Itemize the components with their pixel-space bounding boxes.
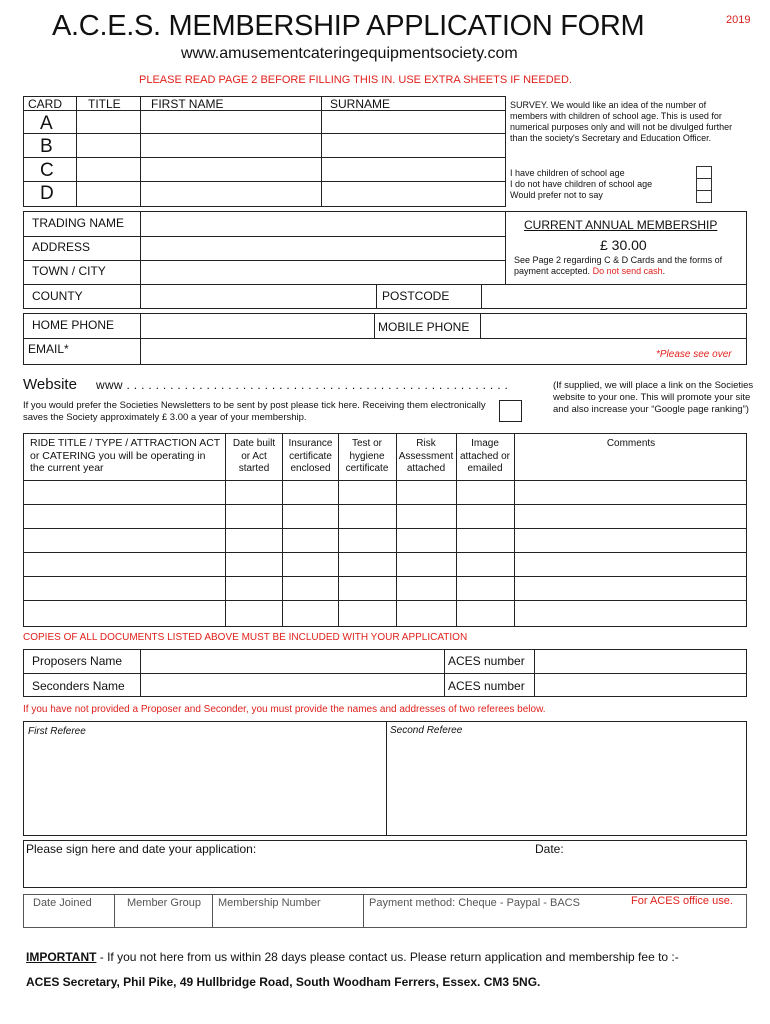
- membership-number-label: Membership Number: [218, 897, 321, 909]
- seconder-name-label: Seconders Name: [32, 679, 125, 693]
- proposer-aces-number-label: ACES number: [448, 654, 525, 668]
- membership-fee: £ 30.00: [600, 237, 647, 253]
- signature-label: Please sign here and date your application:: [26, 842, 257, 856]
- seconder-aces-number-label: ACES number: [448, 679, 525, 693]
- first-referee-label: First Referee: [28, 726, 86, 737]
- proposer-name-input[interactable]: [145, 653, 439, 670]
- first-name-column-header: FIRST NAME: [151, 97, 224, 111]
- title-column-header: TITLE: [88, 97, 121, 111]
- form-title: A.C.E.S. MEMBERSHIP APPLICATION FORM: [52, 10, 645, 42]
- read-page-notice: PLEASE READ PAGE 2 BEFORE FILLING THIS IN. USE EXTRA SHEETS IF NEEDED.: [139, 74, 572, 86]
- card-d-label: D: [40, 183, 54, 204]
- postcode-input[interactable]: [486, 288, 741, 305]
- card-column-header: CARD: [28, 97, 63, 111]
- ride-row-5-input[interactable]: [27, 580, 221, 597]
- card-c-label: C: [40, 160, 54, 181]
- second-referee-input[interactable]: [391, 742, 741, 830]
- membership-note: See Page 2 regarding C & D Cards and the forms of payment accepted. Do not send cash.: [514, 255, 723, 276]
- payment-method-label: Payment method: Cheque - Paypal - BACS: [369, 897, 580, 909]
- no-cash-warning: Do not send cash: [592, 266, 663, 276]
- ride-row-4-input[interactable]: [27, 556, 221, 573]
- image-column-header: Image attached or emailed: [459, 438, 511, 474]
- website-label: Website: [23, 376, 77, 393]
- referee-note: If you have not provided a Proposer and Seconder, you must provide the names and addresses of two referees below.: [23, 704, 546, 715]
- office-use-note: For ACES office use.: [631, 895, 733, 907]
- address-input[interactable]: [145, 240, 500, 257]
- membership-payment-note: See Page 2 regarding C & D Cards and the forms of payment accepted.: [514, 255, 723, 276]
- newsletter-post-note: If you would prefer the Societies Newsletters to be sent by post please tick here. Receiving them electronically saves the Society approximately £ 3.00 a year of your membership.: [23, 400, 486, 423]
- website-url: www.amusementcateringequipmentsociety.com: [181, 45, 518, 62]
- survey-option-prefer-not: Would prefer not to say: [510, 190, 603, 200]
- seconder-aces-number-input[interactable]: [539, 677, 741, 694]
- card-c-surname-input[interactable]: [325, 162, 501, 179]
- mobile-phone-label: MOBILE PHONE: [378, 320, 470, 334]
- test-hygiene-column-header: Test or hygiene certificate: [345, 438, 389, 474]
- card-b-label: B: [40, 136, 53, 157]
- copies-required-note: COPIES OF ALL DOCUMENTS LISTED ABOVE MUST BE INCLUDED WITH YOUR APPLICATION: [23, 632, 468, 643]
- home-phone-label: HOME PHONE: [32, 318, 115, 332]
- card-d-first-name-input[interactable]: [144, 186, 318, 203]
- website-input[interactable]: [130, 376, 540, 392]
- county-input[interactable]: [145, 288, 371, 305]
- proposer-name-label: Proposers Name: [32, 654, 123, 668]
- card-c-title-input[interactable]: [80, 162, 137, 179]
- town-city-input[interactable]: [145, 264, 500, 281]
- ride-row-2-input[interactable]: [27, 508, 221, 525]
- ride-row-1-input[interactable]: [27, 484, 221, 501]
- ride-row-3-input[interactable]: [27, 532, 221, 549]
- postcode-label: POSTCODE: [382, 289, 450, 303]
- proposer-aces-number-input[interactable]: [539, 653, 741, 670]
- ride-title-column-header: RIDE TITLE / TYPE / ATTRACTION ACT or CATERING you will be operating in the current year: [30, 437, 221, 474]
- important-label: IMPORTANT: [26, 950, 97, 964]
- survey-option-no-children: I do not have children of school age: [510, 179, 653, 189]
- town-city-label: TOWN / CITY: [32, 264, 106, 278]
- newsletter-post-checkbox[interactable]: [499, 400, 522, 422]
- second-referee-label: Second Referee: [390, 725, 463, 736]
- important-text: - If you not here from us within 28 days please contact us. Please return application and membership fee to :-: [96, 950, 679, 964]
- survey-option-children: I have children of school age: [510, 168, 625, 178]
- signature-date-label: Date:: [535, 842, 564, 856]
- card-a-title-input[interactable]: [80, 114, 137, 131]
- card-b-first-name-input[interactable]: [144, 138, 318, 155]
- website-www-prefix: www . . . . . . . . . . . . . . . . . . . . . . . . . . . . . . . . . . . . . . . . . . . . . . . . . . . . .: [96, 378, 509, 392]
- insurance-column-header: Insurance certificate enclosed: [288, 438, 333, 474]
- first-referee-input[interactable]: [28, 742, 380, 830]
- member-group-label: Member Group: [127, 897, 201, 909]
- comments-column-header: Comments: [606, 438, 656, 449]
- card-c-first-name-input[interactable]: [144, 162, 318, 179]
- website-link-note: (If supplied, we will place a link on the Societies website to your one. This will promote your site and also increase your “Google page ranking”): [553, 380, 754, 415]
- card-b-title-input[interactable]: [80, 138, 137, 155]
- important-notice: [26, 950, 679, 964]
- seconder-name-input[interactable]: [145, 677, 439, 694]
- home-phone-input[interactable]: [145, 318, 369, 335]
- card-d-surname-input[interactable]: [325, 186, 501, 203]
- risk-assessment-column-header: Risk Assessment attached: [398, 438, 454, 474]
- address-label: ADDRESS: [32, 240, 91, 254]
- date-joined-label: Date Joined: [33, 897, 92, 909]
- surname-column-header: SURNAME: [330, 97, 391, 111]
- card-a-surname-input[interactable]: [325, 114, 501, 131]
- card-a-first-name-input[interactable]: [144, 114, 318, 131]
- survey-text: SURVEY. We would like an idea of the number of members with children of school age. This is used for numerical purposes only and will not be divulged further than the society's Secretary and Education Officer.: [510, 100, 733, 143]
- trading-name-label: TRADING NAME: [32, 216, 125, 230]
- card-a-label: A: [40, 113, 53, 134]
- please-see-over-note: *Please see over: [656, 349, 732, 360]
- date-built-column-header: Date built or Act started: [232, 438, 276, 474]
- trading-name-input[interactable]: [145, 216, 500, 233]
- email-input[interactable]: [145, 342, 645, 360]
- email-label: EMAIL*: [28, 342, 69, 356]
- card-b-surname-input[interactable]: [325, 138, 501, 155]
- county-label: COUNTY: [32, 289, 83, 303]
- membership-heading: CURRENT ANNUAL MEMBERSHIP: [524, 218, 718, 232]
- mobile-phone-input[interactable]: [485, 318, 741, 335]
- ride-row-6-input[interactable]: [27, 604, 221, 621]
- return-address: ACES Secretary, Phil Pike, 49 Hullbridge Road, South Woodham Ferrers, Essex. CM3 5NG.: [26, 975, 541, 989]
- form-year: 2019: [726, 14, 751, 26]
- survey-prefer-not-checkbox[interactable]: [696, 190, 712, 203]
- card-d-title-input[interactable]: [80, 186, 137, 203]
